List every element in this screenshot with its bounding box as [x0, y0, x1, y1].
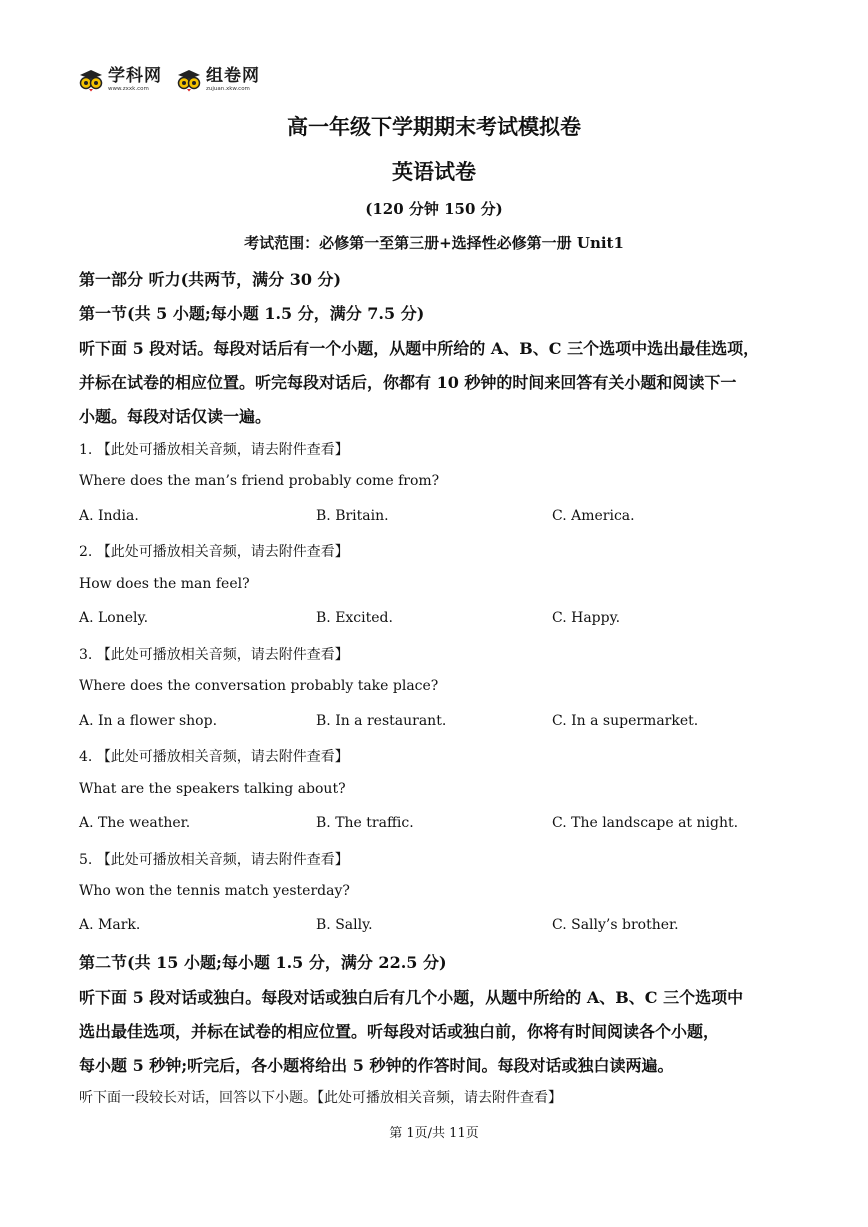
duration-score: (120 分钟 150 分)	[365, 200, 503, 218]
question-text: What are the speakers talking about?	[79, 781, 346, 797]
page-number: 第 1页/共 11页	[389, 1126, 479, 1141]
logo-name: 组卷网	[206, 65, 260, 86]
logo-name: 学科网	[108, 65, 162, 86]
logo-url: www.zxxk.com	[108, 85, 149, 92]
zujuanwang-logo	[176, 65, 260, 93]
question-text: How does the man feel?	[79, 576, 250, 592]
option-c: C. Sally’s brother.	[552, 917, 679, 933]
option-a: A. The weather.	[79, 815, 191, 831]
section2-heading: 第二节(共 15 小题;每小题 1.5 分，满分 22.5 分)	[79, 953, 447, 972]
exam-title: 高一年级下学期期末考试模拟卷	[287, 114, 581, 139]
question-text: Who won the tennis match yesterday?	[79, 883, 350, 899]
logo-url: zujuan.xkw.com	[206, 85, 250, 92]
question-audio-placeholder: 2. 【此处可播放相关音频，请去附件查看】	[79, 544, 349, 560]
option-b: B. The traffic.	[316, 815, 414, 831]
question-text: Where does the man’s friend probably come from?	[79, 473, 440, 489]
section1-heading: 第一节(共 5 小题;每小题 1.5 分，满分 7.5 分)	[79, 304, 425, 323]
section1-instruction-line: 并标在试卷的相应位置。听完每段对话后，你都有 10 秒钟的时间来回答有关小题和阅读下一	[79, 373, 737, 392]
option-b: B. In a restaurant.	[316, 713, 447, 729]
question-audio-placeholder: 5. 【此处可播放相关音频，请去附件查看】	[79, 852, 349, 868]
section2-note: 听下面一段较长对话，回答以下小题。【此处可播放相关音频，请去附件查看】	[79, 1090, 562, 1106]
question-audio-placeholder: 1. 【此处可播放相关音频，请去附件查看】	[79, 442, 349, 458]
section2-instruction-line: 听下面 5 段对话或独白。每段对话或独白后有几个小题，从题中所给的 A、B、C 三个选项中	[79, 988, 744, 1007]
logo-bar	[78, 64, 260, 96]
option-b: B. Sally.	[316, 917, 373, 933]
option-a: A. In a flower shop.	[79, 713, 218, 729]
option-c: C. The landscape at night.	[552, 815, 739, 831]
xuekewang-logo	[78, 65, 162, 93]
section2-instruction-line: 选出最佳选项，并标在试卷的相应位置。听每段对话或独白前，你将有时间阅读各个小题，	[79, 1022, 720, 1041]
option-a: A. India.	[79, 508, 139, 524]
section2-instruction-line: 每小题 5 秒钟;听完后，各小题将给出 5 秒钟的作答时间。每段对话或独白读两遍。	[79, 1056, 674, 1075]
subject-title: 英语试卷	[392, 159, 476, 184]
owl-icon	[78, 68, 104, 92]
part1-heading: 第一部分 听力(共两节，满分 30 分)	[79, 270, 342, 289]
option-c: C. In a supermarket.	[552, 713, 699, 729]
owl-icon	[176, 68, 202, 92]
question-audio-placeholder: 4. 【此处可播放相关音频，请去附件查看】	[79, 749, 349, 765]
option-b: B. Britain.	[316, 508, 389, 524]
option-c: C. Happy.	[552, 610, 621, 626]
question-audio-placeholder: 3. 【此处可播放相关音频，请去附件查看】	[79, 647, 349, 663]
section1-instruction-line: 听下面 5 段对话。每段对话后有一个小题，从题中所给的 A、B、C 三个选项中选出最佳选项，	[79, 339, 760, 358]
option-a: A. Mark.	[79, 917, 141, 933]
section1-instruction-line: 小题。每段对话仅读一遍。	[79, 407, 272, 426]
question-text: Where does the conversation probably take place?	[79, 678, 439, 694]
exam-scope: 考试范围：必修第一至第三册+选择性必修第一册 Unit1	[244, 234, 624, 252]
option-a: A. Lonely.	[79, 610, 149, 626]
option-b: B. Excited.	[316, 610, 393, 626]
option-c: C. America.	[552, 508, 635, 524]
